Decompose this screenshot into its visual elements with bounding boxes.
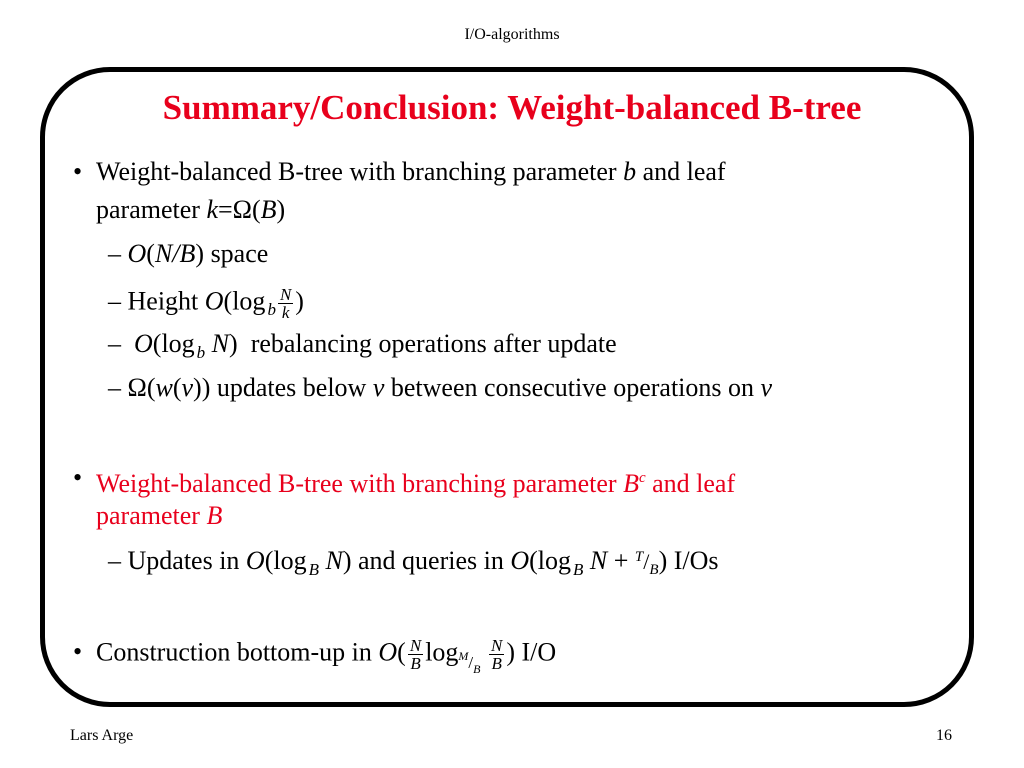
bullet-marker: • — [73, 463, 83, 492]
bullet-1-line-1: Weight-balanced B-tree with branching parameter b and leaf — [96, 157, 726, 186]
slide-title: Summary/Conclusion: Weight-balanced B-tree — [162, 88, 862, 127]
bullet-marker: • — [73, 157, 83, 186]
slide-header: I/O-algorithms — [464, 26, 560, 43]
bullet-2-line-2: parameter B — [96, 501, 223, 530]
sub-bullet-updates-queries: – Updates in O(log $_B$ N) and queries in O(log $_B$ N + T/B) I/Os — [108, 546, 719, 579]
sub-bullet-height: – Height O(log $_b$ $\frac{N}{k}$ ) — [108, 285, 304, 322]
bullet-1-line-2: parameter k=Ω(B) — [96, 195, 286, 224]
bullet-3-line-1: Construction bottom-up in O( $\frac{N}{B}$ $\log^M/_B$ $\frac{N}{B}$ ) I/O — [96, 636, 557, 677]
slide-number: 16 — [936, 727, 952, 744]
sub-bullet-rebalancing: – O(log $_b$ N) rebalancing operations after update — [108, 329, 617, 362]
sub-bullet-space: – O(N/B) space — [108, 239, 269, 268]
bullet-2-line-1: Weight-balanced B-tree with branching parameter $B^c$ and leaf — [96, 469, 736, 498]
footer-author: Lars Arge — [70, 727, 134, 744]
bullet-marker: • — [73, 637, 83, 666]
sub-bullet-updates-below: – Ω(w(v)) updates below v between consecutive operations on v — [108, 373, 773, 402]
